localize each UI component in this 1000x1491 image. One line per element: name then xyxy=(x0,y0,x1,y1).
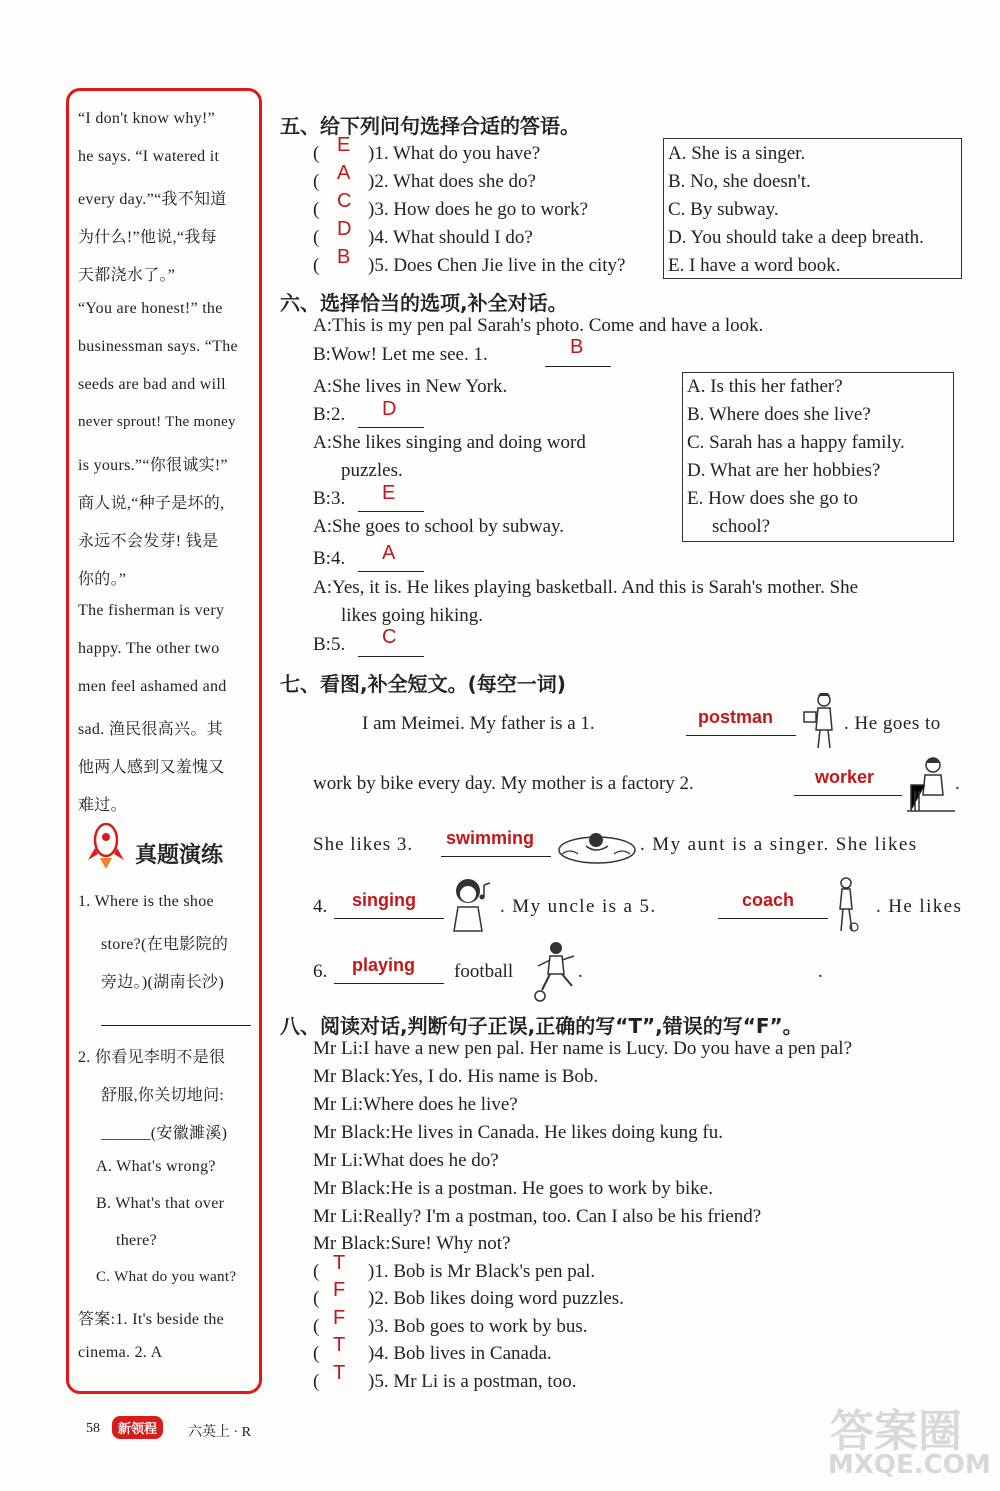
dialogue-line: likes going hiking. xyxy=(341,605,483,626)
paren-open: ( xyxy=(313,1371,320,1392)
handwritten-answer: A xyxy=(382,542,396,564)
sidebar-line: “You are honest!” the xyxy=(78,300,223,317)
answer-line xyxy=(101,1025,251,1026)
handwritten-answer: C xyxy=(382,626,397,648)
paren-open: ( xyxy=(313,255,320,276)
sidebar-line: is yours.”“你很诚实!” xyxy=(78,457,228,474)
sidebar-line: every day.”“我不知道 xyxy=(78,191,227,208)
football-player-picture xyxy=(530,940,580,1002)
paren-open: ( xyxy=(313,199,320,220)
sidebar-line: 商人说,“种子是坏的, xyxy=(78,495,225,512)
answer-blank xyxy=(545,366,611,367)
passage-text: . He goes to xyxy=(844,713,941,734)
dialogue-line: puzzles. xyxy=(341,460,403,481)
judgement-item: )5. Mr Li is a postman, too. xyxy=(368,1371,577,1392)
handwritten-answer: A xyxy=(337,162,351,184)
handwritten-answer: coach xyxy=(742,890,795,910)
answer-blank xyxy=(358,427,424,428)
passage-text: football xyxy=(454,961,514,982)
dialogue-line: B:Wow! Let me see. 1. xyxy=(313,344,488,365)
handwritten-answer: F xyxy=(333,1279,346,1301)
section-8-title: 八、阅读对话,判断句子正误,正确的写“T”,错误的写“F”。 xyxy=(280,1014,803,1038)
dialogue-line: A:She lives in New York. xyxy=(313,376,508,397)
section-6-title: 六、选择恰当的选项,补全对话。 xyxy=(280,291,568,315)
dialogue-line: B:2. xyxy=(313,404,346,425)
dialogue-line: Mr Li:Really? I'm a postman, too. Can I also be his friend? xyxy=(313,1206,762,1227)
dialogue-line: Mr Li:What does he do? xyxy=(313,1150,499,1171)
sidebar-line: he says. “I watered it xyxy=(78,148,220,165)
dialogue-line: Mr Black:He lives in Canada. He likes doing kung fu. xyxy=(313,1122,724,1143)
answer-blank xyxy=(334,918,444,919)
sidebar-line: seeds are bad and will xyxy=(78,376,226,393)
dialogue-line: Mr Black:Yes, I do. His name is Bob. xyxy=(313,1066,599,1087)
singer-picture xyxy=(448,875,494,933)
dialogue-line: A:She likes singing and doing word xyxy=(313,432,586,453)
sidebar-option: A. What's wrong? xyxy=(96,1158,216,1175)
option-text: C. By subway. xyxy=(668,199,779,220)
dialogue-line: A:This is my pen pal Sarah's photo. Come and have a look. xyxy=(313,315,764,336)
handwritten-answer: C xyxy=(337,190,352,212)
postman-picture xyxy=(800,690,842,750)
sidebar-question-line: 旁边。)(湖南长沙) xyxy=(101,974,224,991)
handwritten-answer: postman xyxy=(698,707,774,727)
option-text: E. I have a word book. xyxy=(668,255,841,276)
sidebar-line: 天都浇水了。” xyxy=(78,267,176,284)
sidebar-option: there? xyxy=(116,1232,157,1249)
dialogue-line: B:4. xyxy=(313,548,346,569)
period: . xyxy=(955,773,960,794)
sidebar-line: The fisherman is very xyxy=(78,602,225,619)
sidebar-option: C. What do you want? xyxy=(96,1269,237,1285)
rocket-icon xyxy=(82,820,126,870)
handwritten-answer: D xyxy=(382,398,397,420)
paren-open: ( xyxy=(313,227,320,248)
handwritten-answer: T xyxy=(333,1362,346,1384)
answer-blank xyxy=(718,918,828,919)
sidebar-question-line: 舒服,你关切地问: xyxy=(101,1087,225,1104)
option-text: B. Where does she live? xyxy=(687,404,871,425)
handwritten-answer: F xyxy=(333,1307,346,1329)
dialogue-line: A:She goes to school by subway. xyxy=(313,516,565,537)
handwritten-answer: T xyxy=(333,1252,346,1274)
watermark-logo: 答案圈 xyxy=(830,1406,962,1457)
judgement-item: )3. Bob goes to work by bus. xyxy=(368,1316,588,1337)
dialogue-line: Mr Black:He is a postman. He goes to work by bike. xyxy=(313,1178,713,1199)
answer-blank xyxy=(358,571,424,572)
book-label: 六英上 · R xyxy=(188,1425,251,1440)
sidebar-line: happy. The other two xyxy=(78,640,220,657)
paren-open: ( xyxy=(313,171,320,192)
handwritten-answer: E xyxy=(337,134,351,156)
sidebar-question-line: store?(在电影院的 xyxy=(101,936,229,953)
period: . xyxy=(818,961,823,982)
sidebar-option: B. What's that over xyxy=(96,1195,225,1212)
option-text: A. Is this her father? xyxy=(687,376,843,397)
sidebar-answer: cinema. 2. A xyxy=(78,1344,163,1361)
question-text: )4. What should I do? xyxy=(368,227,533,248)
dialogue-line: Mr Li:Where does he live? xyxy=(313,1094,518,1115)
sidebar-question-line: ______(安徽濉溪) xyxy=(101,1125,228,1142)
passage-text: 4. xyxy=(313,896,328,917)
handwritten-answer: swimming xyxy=(446,828,535,848)
sidebar-question-line: 1. Where is the shoe xyxy=(78,893,214,910)
factory-worker-picture xyxy=(905,755,957,813)
judgement-item: )2. Bob likes doing word puzzles. xyxy=(368,1288,624,1309)
passage-text: work by bike every day. My mother is a factory 2. xyxy=(313,773,694,794)
option-text: D. What are her hobbies? xyxy=(687,460,881,481)
period: . xyxy=(578,961,583,982)
handwritten-answer: playing xyxy=(352,955,416,975)
section-5-title: 五、给下列问句选择合适的答语。 xyxy=(280,114,580,138)
sidebar-line: “I don't know why!” xyxy=(78,110,215,127)
sidebar-line: never sprout! The money xyxy=(78,414,236,430)
handwritten-answer: E xyxy=(382,482,396,504)
handwritten-answer: B xyxy=(337,246,351,268)
paren-open: ( xyxy=(313,1288,320,1309)
sidebar-question-line: 2. 你看见李明不是很 xyxy=(78,1049,226,1066)
coach-picture xyxy=(832,875,860,935)
answer-blank xyxy=(358,656,424,657)
sidebar-line: businessman says. “The xyxy=(78,338,238,355)
question-text: )5. Does Chen Jie live in the city? xyxy=(368,255,626,276)
answer-blank xyxy=(686,735,796,736)
passage-text: . He likes xyxy=(876,896,963,917)
judgement-item: )4. Bob lives in Canada. xyxy=(368,1343,552,1364)
question-text: )3. How does he go to work? xyxy=(368,199,589,220)
sidebar-line: 你的。” xyxy=(78,571,127,588)
handwritten-answer: worker xyxy=(815,767,875,787)
sidebar-answer: 答案:1. It's beside the xyxy=(78,1311,225,1328)
question-text: )2. What does she do? xyxy=(368,171,536,192)
sidebar-section-title: 真题演练 xyxy=(135,843,224,868)
passage-text: She likes 3. xyxy=(313,834,414,855)
dialogue-line: Mr Black:Sure! Why not? xyxy=(313,1233,511,1254)
passage-text: I am Meimei. My father is a 1. xyxy=(362,713,595,734)
dialogue-line: B:5. xyxy=(313,634,346,655)
paren-open: ( xyxy=(313,1343,320,1364)
dialogue-line: Mr Li:I have a new pen pal. Her name is Lucy. Do you have a pen pal? xyxy=(313,1038,853,1059)
paren-open: ( xyxy=(313,143,320,164)
dialogue-line: B:3. xyxy=(313,488,346,509)
paren-open: ( xyxy=(313,1316,320,1337)
question-text: )1. What do you have? xyxy=(368,143,541,164)
page-number: 58 xyxy=(86,1421,100,1436)
option-text: E. How does she go to xyxy=(687,488,858,509)
judgement-item: )1. Bob is Mr Black's pen pal. xyxy=(368,1261,596,1282)
option-text: A. She is a singer. xyxy=(668,143,806,164)
option-text: B. No, she doesn't. xyxy=(668,171,811,192)
option-text: D. You should take a deep breath. xyxy=(668,227,924,248)
handwritten-answer: T xyxy=(333,1334,346,1356)
paren-open: ( xyxy=(313,1261,320,1282)
passage-text: 6. xyxy=(313,961,328,982)
dialogue-line: A:Yes, it is. He likes playing basketball. And this is Sarah's mother. She xyxy=(313,577,859,598)
section-7-title: 七、看图,补全短文。(每空一词) xyxy=(280,672,566,696)
answer-blank xyxy=(794,795,902,796)
sidebar-line: 他两人感到又羞愧又 xyxy=(78,759,225,776)
passage-text: . My aunt is a singer. She likes xyxy=(640,834,918,855)
sidebar-line: men feel ashamed and xyxy=(78,678,227,695)
answer-blank xyxy=(334,983,444,984)
answer-blank xyxy=(441,856,551,857)
passage-text: . My uncle is a 5. xyxy=(500,896,657,917)
watermark-url: MXQE.COM xyxy=(828,1450,991,1480)
option-text: C. Sarah has a happy family. xyxy=(687,432,905,453)
sidebar-line: 永远不会发芽! 钱是 xyxy=(78,533,219,550)
answer-blank xyxy=(358,511,424,512)
option-text: school? xyxy=(712,516,771,537)
handwritten-answer: singing xyxy=(352,890,416,910)
brand-badge: 新领程 xyxy=(112,1416,163,1439)
sidebar-line: 难过。 xyxy=(78,797,127,814)
handwritten-answer: B xyxy=(570,336,584,358)
handwritten-answer: D xyxy=(337,218,352,240)
sidebar-line: 为什么!”他说,“我每 xyxy=(78,229,217,246)
sidebar-line: sad. 渔民很高兴。其 xyxy=(78,721,223,738)
swimmer-picture xyxy=(556,820,638,868)
